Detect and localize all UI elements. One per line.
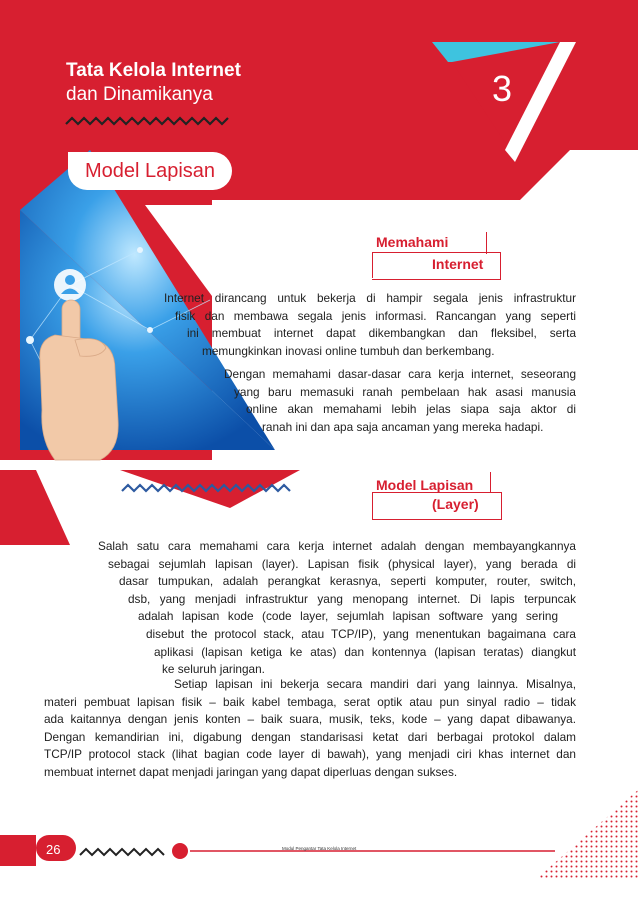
text-line: yang baru memasuki ranah pembelaan hak asasi manusia	[234, 384, 576, 399]
section1-title-line1: Memahami	[376, 234, 449, 250]
text-line: Salah satu cara memahami cara kerja internet adalah dengan membayangkannya	[98, 539, 576, 553]
text-line: sebagai sejumlah lapisan (layer). Lapisan fisik (physical layer), yang berada di	[108, 556, 576, 571]
dotted-triangle	[535, 790, 638, 880]
text-line: adalah lapisan kode (code layer, sejumlah lapisan software yang sering	[138, 609, 558, 624]
section1-paragraph2	[150, 366, 576, 436]
text-line: ke seluruh jaringan.	[162, 662, 265, 677]
text-line: ini membuat internet dapat dikembangkan dan fleksibel, serta	[187, 326, 576, 341]
text-line: dasar tumpukan, adalah perangkat kerasnya, seperti komputer, router, switch,	[119, 574, 576, 589]
zigzag-footer	[80, 849, 164, 855]
section1-title-box-edge	[372, 252, 373, 278]
section1-paragraph1	[150, 290, 576, 360]
user-node-icon	[54, 269, 86, 301]
text-line: Dengan memahami dasar-dasar cara kerja internet, seseorang	[224, 367, 576, 381]
text-line: TCP/IP protocol stack (lihat bagian code layer di bawah), yang menjadi ciri khas internet dan	[44, 747, 576, 762]
text-line: aplikasi (lapisan ketiga ke atas) dan kontennya (lapisan teratas) diangkut	[154, 644, 576, 659]
section2-title-line2: (Layer)	[432, 496, 479, 512]
text-line: online akan memahami lebih jelas siapa saja aktor di	[246, 402, 576, 417]
text-line: Dengan kemandirian ini, digabung dengan standarisasi ketat dari berbagai protokol dalam	[44, 729, 576, 744]
section-pill-label: Model Lapisan	[84, 160, 216, 182]
footer-red-bar	[0, 835, 36, 866]
section1-title-line2: Internet	[432, 256, 484, 272]
chapter-number: 3	[491, 68, 513, 109]
text-line: membuat internet dapat menjadi jaringan yang dapat diperluas dengan sukses.	[44, 764, 458, 779]
text-line: memungkinkan inovasi online tumbuh dan berkembang.	[202, 343, 495, 358]
section2-title-line1: Model Lapisan	[376, 477, 474, 493]
text-line: ranah ini dan apa saja ancaman yang mereka hadapi.	[262, 419, 544, 434]
text-line: Setiap lapisan ini bekerja secara mandiri dari yang lainnya. Misalnya,	[174, 677, 576, 691]
section2-paragraph1	[90, 538, 576, 679]
text-line: disebut the protocol stack, atau TCP/IP), yang menentukan bagaimana cara	[146, 626, 576, 641]
text-line: materi pembuat lapisan fisik – baik kabel tembaga, serat optik atau pun sinyal radio – tidak	[44, 694, 576, 709]
section2-paragraph2	[44, 676, 576, 782]
chapter-subtitle: dan Dinamikanya	[66, 84, 213, 105]
mid-left-red-triangle	[0, 470, 70, 545]
text-line: dsb, yang menjadi infrastruktur yang menopang internet. Di lapis terpuncak	[128, 591, 576, 606]
footer-text: Modul Pengantar Tata Kelola Internet	[282, 846, 357, 851]
text-line: fisik dan membawa segala jenis informasi. Rancangan yang seperti	[175, 308, 576, 323]
chapter-title: Tata Kelola Internet	[66, 60, 241, 81]
text-line: ada kaitannya dengan jenis konten – baik suara, musik, teks, kode – yang dapat dibawanya.	[44, 712, 576, 727]
text-line: Internet dirancang untuk bekerja di hampir segala jenis infrastruktur	[164, 291, 576, 305]
page-number: 26	[46, 842, 61, 857]
